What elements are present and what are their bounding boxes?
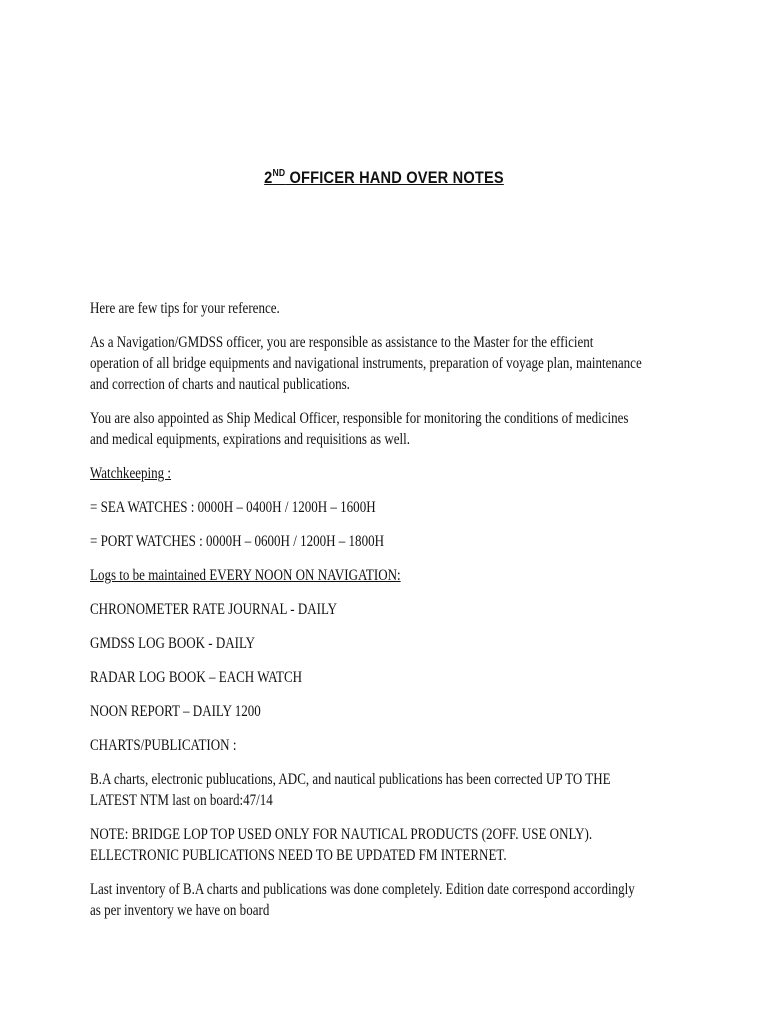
log-item: NOON REPORT – DAILY 1200 [90, 703, 261, 720]
document-body [90, 298, 644, 934]
charts-heading: CHARTS/PUBLICATION : [90, 737, 237, 754]
title-ordinal: 2 [264, 168, 273, 187]
log-item: CHRONOMETER RATE JOURNAL - DAILY [90, 601, 338, 618]
title-superscript: ND [272, 168, 286, 179]
charts-inventory-paragraph: Last inventory of B.A charts and publications was done completely. Edition date correspond accordingly as per inventory we have on board [90, 881, 635, 919]
log-item: RADAR LOG BOOK – EACH WATCH [90, 669, 303, 686]
charts-correction-paragraph: B.A charts, electronic publucations, ADC, and nautical publications has been corrected UP TO THE LATEST NTM last on board:47/14 [90, 771, 611, 809]
title-text: OFFICER HAND OVER NOTES [285, 168, 504, 187]
paragraph-navigation-officer: As a Navigation/GMDSS officer, you are responsible as assistance to the Master for the efficient operation of all bridge equipments and navigational instruments, preparation of voyage plan, maintenance and correction of charts and nautical publications. [90, 334, 642, 393]
logs-heading: Logs to be maintained EVERY NOON ON NAVIGATION: [90, 567, 401, 584]
log-item: GMDSS LOG BOOK - DAILY [90, 635, 256, 652]
page-title [54, 168, 714, 188]
paragraph-medical-officer: You are also appointed as Ship Medical Officer, responsible for monitoring the conditions of medicines and medical equipments, expirations and requisitions as well. [90, 410, 629, 448]
charts-note-paragraph: NOTE: BRIDGE LOP TOP USED ONLY FOR NAUTICAL PRODUCTS (2OFF. USE ONLY). ELLECTRONIC PUBLICATIONS NEED TO BE UPDATED FM INTERNET. [90, 826, 593, 864]
watchkeeping-heading: Watchkeeping : [90, 465, 172, 482]
intro-text: Here are few tips for your reference. [90, 300, 280, 317]
sea-watches: = SEA WATCHES : 0000H – 0400H / 1200H – 1600H [90, 499, 376, 516]
port-watches: = PORT WATCHES : 0000H – 0600H / 1200H – 1800H [90, 533, 384, 550]
